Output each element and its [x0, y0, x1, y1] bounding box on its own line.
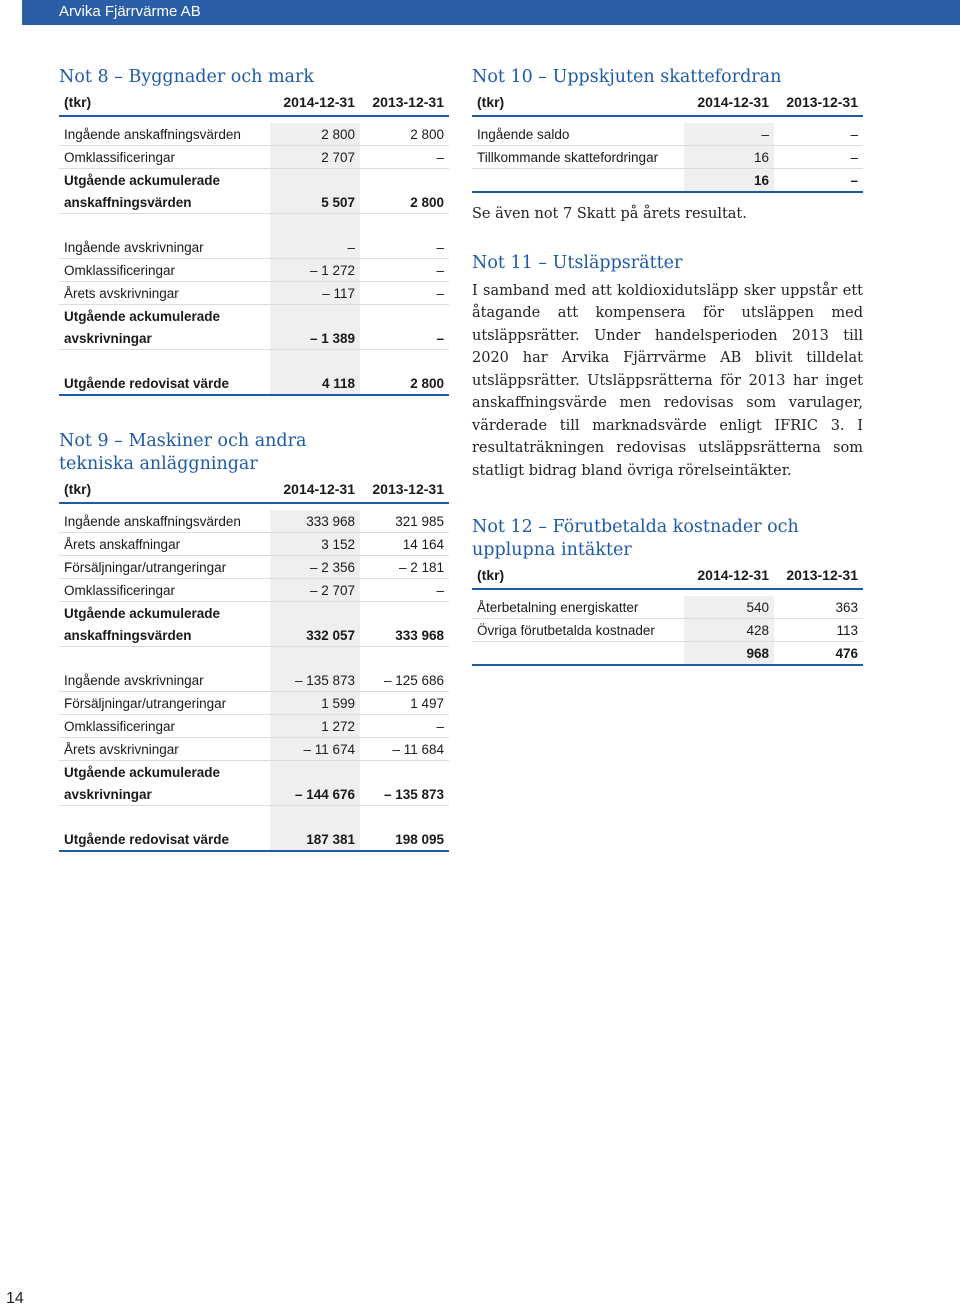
row-label: Försäljningar/utrangeringar	[64, 695, 227, 711]
header-year-2014: 2014-12-31	[697, 567, 769, 583]
table-row	[59, 236, 449, 259]
row-value-2013: 476	[835, 645, 858, 661]
header-year-2013: 2013-12-31	[786, 567, 858, 583]
row-label: Ingående saldo	[477, 126, 570, 142]
table-row	[59, 282, 449, 305]
row-label: Utgående redovisat värde	[64, 375, 230, 391]
table-row	[59, 556, 449, 579]
not9-title-line1: Not 9 – Maskiner och andra	[59, 431, 307, 451]
row-value-2014	[270, 602, 360, 624]
table-row	[472, 596, 863, 619]
table-row	[472, 619, 863, 642]
header-label: (tkr)	[477, 94, 505, 110]
row-label: Utgående redovisat värde	[64, 831, 230, 847]
row-value-2014: – 117	[270, 282, 360, 304]
row-label: Återbetalning energiskatter	[477, 599, 639, 615]
row-value-2014: 2 800	[270, 123, 360, 145]
row-label: Årets avskrivningar	[64, 741, 179, 757]
row-value-2014: –	[684, 123, 774, 145]
table-row	[59, 259, 449, 282]
row-value-2013	[360, 169, 449, 191]
header-label: (tkr)	[64, 481, 92, 497]
row-label: Utgående ackumulerade	[64, 605, 221, 621]
header-year-2014: 2014-12-31	[697, 94, 769, 110]
row-label: avskrivningar	[64, 786, 152, 802]
table-total-row	[59, 828, 449, 852]
row-label: Ingående anskaffningsvärden	[64, 513, 241, 529]
row-value-2013: – 2 181	[398, 559, 444, 575]
row-label: anskaffningsvärden	[64, 627, 192, 643]
not12-title-line2: upplupna intäkter	[472, 540, 632, 560]
not11-title: Not 11 – Utsläppsrätter	[472, 252, 683, 273]
table-row	[59, 191, 449, 214]
table-row	[59, 761, 449, 783]
row-value-2013: –	[436, 239, 444, 255]
table-header	[472, 89, 863, 117]
row-value-2014: – 1 389	[270, 327, 360, 349]
row-value-2013: – 11 684	[392, 741, 444, 757]
not10-title: Not 10 – Uppskjuten skattefordran	[472, 67, 782, 87]
table-header	[59, 476, 449, 504]
not8-table	[59, 89, 449, 396]
row-value-2014: 540	[684, 596, 774, 618]
table-row	[59, 146, 449, 169]
row-value-2013: –	[436, 285, 444, 301]
table-row	[59, 305, 449, 327]
table-header	[472, 562, 863, 590]
table-header	[59, 89, 449, 117]
header-label: (tkr)	[477, 567, 505, 583]
row-value-2013	[360, 602, 449, 624]
row-value-2013: 2 800	[410, 194, 444, 210]
not10-note: Se även not 7 Skatt på årets resultat.	[472, 206, 747, 222]
row-label: Ingående anskaffningsvärden	[64, 126, 241, 142]
row-value-2014	[270, 761, 360, 783]
row-value-2014: 428	[684, 619, 774, 641]
header-year-2013: 2013-12-31	[786, 94, 858, 110]
row-value-2013: 2 800	[410, 126, 444, 142]
row-value-2013: – 125 686	[383, 672, 444, 688]
header-year-2014: 2014-12-31	[283, 94, 355, 110]
table-row	[59, 579, 449, 602]
row-value-2014: 4 118	[270, 372, 360, 394]
table-row	[472, 123, 863, 146]
row-label: Tillkommande skattefordringar	[477, 149, 659, 165]
table-row	[59, 715, 449, 738]
row-value-2014: 968	[684, 642, 774, 664]
row-value-2013: 113	[836, 622, 858, 638]
row-value-2014: 332 057	[270, 624, 360, 646]
header-year-2013: 2013-12-31	[372, 94, 444, 110]
row-value-2014: – 144 676	[270, 783, 360, 805]
row-value-2014: – 1 272	[270, 259, 360, 281]
row-label: Omklassificeringar	[64, 718, 176, 734]
spacer-row	[59, 350, 449, 372]
row-value-2013	[360, 761, 449, 783]
table-row	[59, 624, 449, 647]
row-label: Årets anskaffningar	[64, 536, 181, 552]
row-value-2013: –	[436, 149, 444, 165]
company-name: Arvika Fjärrvärme AB	[59, 3, 201, 20]
row-label: Övriga förutbetalda kostnader	[477, 622, 655, 638]
row-value-2014: 2 707	[270, 146, 360, 168]
not12-table	[472, 562, 863, 666]
row-value-2014: – 2 356	[270, 556, 360, 578]
table-row	[59, 327, 449, 350]
row-value-2013: –	[850, 172, 858, 188]
row-value-2013: 363	[835, 599, 858, 615]
not9-table	[59, 476, 449, 852]
row-value-2013	[360, 305, 449, 327]
row-label: Utgående ackumulerade	[64, 172, 221, 188]
row-value-2013: 333 968	[395, 627, 444, 643]
table-row	[59, 533, 449, 556]
row-value-2014: 1 599	[270, 692, 360, 714]
row-value-2014	[270, 305, 360, 327]
left-column	[59, 66, 449, 852]
header-bar	[22, 0, 960, 25]
row-value-2014: – 2 707	[270, 579, 360, 601]
row-value-2014: 16	[684, 146, 774, 168]
row-value-2013: 321 985	[395, 513, 444, 529]
row-value-2014: –	[270, 236, 360, 258]
row-value-2013: –	[850, 126, 858, 142]
table-row	[59, 510, 449, 533]
row-value-2013: 14 164	[402, 536, 444, 552]
table-total-row	[59, 372, 449, 396]
row-label: Årets avskrivningar	[64, 285, 179, 301]
row-value-2013: 198 095	[395, 831, 444, 847]
spacer-row	[59, 214, 449, 236]
row-value-2014: 1 272	[270, 715, 360, 737]
row-label: Omklassificeringar	[64, 582, 176, 598]
row-value-2014: 187 381	[270, 828, 360, 850]
row-value-2014	[270, 169, 360, 191]
table-row	[472, 146, 863, 169]
not8-title: Not 8 – Byggnader och mark	[59, 67, 314, 87]
not12-title-line1: Not 12 – Förutbetalda kostnader och	[472, 517, 799, 537]
row-value-2014: 16	[684, 169, 774, 191]
table-row	[59, 123, 449, 146]
row-label: Omklassificeringar	[64, 262, 176, 278]
not10-table	[472, 89, 863, 193]
row-value-2013: – 135 873	[383, 786, 444, 802]
page-number: 14	[6, 1290, 24, 1307]
spacer-row	[59, 647, 449, 669]
table-row	[59, 602, 449, 624]
table-row	[59, 169, 449, 191]
row-value-2014: 3 152	[270, 533, 360, 555]
table-total-row	[472, 169, 863, 193]
row-value-2013: –	[436, 262, 444, 278]
row-value-2013: –	[436, 718, 444, 734]
row-label: Försäljningar/utrangeringar	[64, 559, 227, 575]
row-label: Omklassificeringar	[64, 149, 176, 165]
row-value-2013: –	[850, 149, 858, 165]
not11-text: I samband med att koldioxidutsläpp sker uppstår ett åtagande att kompensera för utsläppen med utsläppsrätter. Under handelsperioden 2013 till 2020 har Arvika Fjärrvärme AB blivit tilldelat utsläppsrätter. Utsläppsrätterna för 2013 har inget anskaffningsvärde men redovisas som varulager, värderade till marknadsvärde enligt IFRIC 3. I resultaträkningen redovisas utsläppsrätterna som statligt bidrag bland övriga rörelseintäkter.	[472, 282, 863, 479]
not9-title	[59, 430, 449, 476]
table-row	[59, 738, 449, 761]
header-label: (tkr)	[64, 94, 92, 110]
row-label: anskaffningsvärden	[64, 194, 192, 210]
row-value-2013: –	[436, 582, 444, 598]
row-value-2014: 5 507	[270, 191, 360, 213]
row-value-2013: –	[436, 330, 444, 346]
table-row	[59, 783, 449, 806]
row-value-2013: 2 800	[410, 375, 444, 391]
row-label: Ingående avskrivningar	[64, 672, 204, 688]
row-label: Utgående ackumulerade	[64, 308, 221, 324]
row-label: Utgående ackumulerade	[64, 764, 221, 780]
table-row	[59, 669, 449, 692]
row-label: Ingående avskrivningar	[64, 239, 204, 255]
table-row	[59, 692, 449, 715]
not9-title-line2: tekniska anläggningar	[59, 454, 258, 474]
row-value-2014: 333 968	[270, 510, 360, 532]
row-value-2013: 1 497	[410, 695, 444, 711]
table-total-row	[472, 642, 863, 666]
header-year-2013: 2013-12-31	[372, 481, 444, 497]
header-year-2014: 2014-12-31	[283, 481, 355, 497]
row-label: avskrivningar	[64, 330, 152, 346]
row-value-2014: – 135 873	[270, 669, 360, 691]
not12-title	[472, 516, 863, 562]
spacer-row	[59, 806, 449, 828]
row-value-2014: – 11 674	[270, 738, 360, 760]
right-column	[472, 66, 863, 666]
